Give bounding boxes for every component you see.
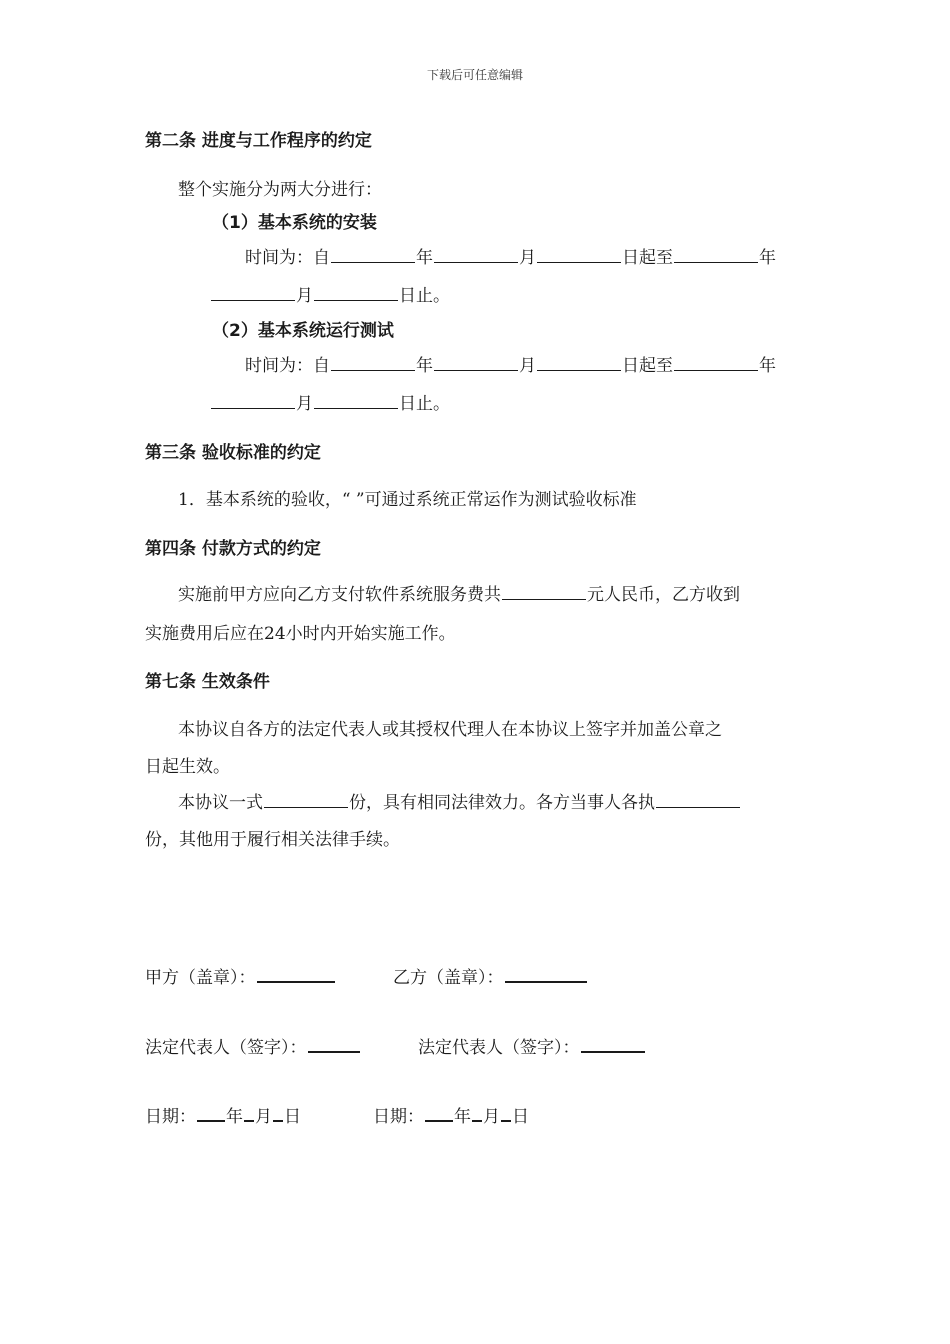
article-3-title: 第三条 验收标准的约定 bbox=[145, 443, 321, 463]
date-month-blank[interactable] bbox=[244, 1106, 254, 1122]
party-b-rep-blank[interactable] bbox=[581, 1037, 645, 1053]
article-4-title: 第四条 付款方式的约定 bbox=[145, 539, 321, 559]
party-b-seal-blank[interactable] bbox=[505, 967, 587, 983]
party-a-seal-line: 甲方（盖章）： bbox=[145, 963, 336, 988]
article-2-title: 第二条 进度与工作程序的约定 bbox=[145, 131, 372, 151]
party-b-seal-line: 乙方（盖章）： bbox=[393, 963, 588, 988]
article-2-item-2-date-line: 时间为：自 年 月 日起至 年 bbox=[245, 356, 776, 376]
party-a-rep-line: 法定代表人（签字）： bbox=[145, 1033, 361, 1058]
party-a-seal-blank[interactable] bbox=[257, 967, 335, 983]
article-4-line-2: 实施费用后应在24小时内开始实施工作。 bbox=[145, 624, 456, 644]
year-blank[interactable] bbox=[331, 356, 415, 371]
date-year-blank[interactable] bbox=[425, 1106, 453, 1122]
end-month-blank[interactable] bbox=[211, 286, 295, 301]
copies-blank[interactable] bbox=[264, 793, 348, 808]
article-7-para-2-line-1: 本协议一式 份，具有相同法律效力。各方当事人各执 bbox=[178, 788, 741, 813]
party-a-date-line: 日期： 年 月 日 bbox=[145, 1107, 301, 1127]
date-month-blank[interactable] bbox=[472, 1106, 482, 1122]
article-2-item-1-date-line: 时间为：自 年 月 日起至 年 bbox=[245, 248, 776, 268]
end-month-blank[interactable] bbox=[211, 394, 295, 409]
day-blank[interactable] bbox=[537, 248, 621, 263]
article-2-item-2-date-line-2: 月 日止。 bbox=[210, 389, 450, 414]
date-day-blank[interactable] bbox=[501, 1106, 511, 1122]
article-2-item-1-date-line-2: 月 日止。 bbox=[210, 281, 450, 306]
month-blank[interactable] bbox=[434, 356, 518, 371]
party-a-rep-blank[interactable] bbox=[308, 1037, 360, 1053]
article-3-item: 1．基本系统的验收，“ ”可通过系统正常运作为测试验收标准 bbox=[178, 490, 637, 510]
party-b-date-line: 日期： 年 月 日 bbox=[373, 1107, 529, 1127]
end-year-blank[interactable] bbox=[674, 356, 758, 371]
end-day-blank[interactable] bbox=[314, 286, 398, 301]
article-7-para-1-line-1: 本协议自各方的法定代表人或其授权代理人在本协议上签字并加盖公章之 bbox=[178, 720, 722, 740]
party-b-rep-line: 法定代表人（签字）： bbox=[418, 1033, 646, 1058]
month-blank[interactable] bbox=[434, 248, 518, 263]
article-2-item-2-title: （2）基本系统运行测试 bbox=[212, 321, 394, 341]
article-7-para-2-line-2: 份，其他用于履行相关法律手续。 bbox=[145, 830, 400, 850]
article-7-para-1-line-2: 日起生效。 bbox=[145, 757, 230, 777]
article-7-title: 第七条 生效条件 bbox=[145, 672, 270, 692]
fee-blank[interactable] bbox=[502, 585, 586, 600]
page-header-note: 下载后可任意编辑 bbox=[426, 68, 523, 82]
date-year-blank[interactable] bbox=[197, 1106, 225, 1122]
each-copies-blank[interactable] bbox=[656, 793, 740, 808]
article-2-intro: 整个实施分为两大分进行： bbox=[178, 180, 382, 200]
end-year-blank[interactable] bbox=[674, 248, 758, 263]
date-day-blank[interactable] bbox=[273, 1106, 283, 1122]
article-2-item-1-title: （1）基本系统的安装 bbox=[212, 213, 377, 233]
day-blank[interactable] bbox=[537, 356, 621, 371]
end-day-blank[interactable] bbox=[314, 394, 398, 409]
article-4-line-1: 实施前甲方应向乙方支付软件系统服务费共 元人民币，乙方收到 bbox=[178, 585, 740, 605]
year-blank[interactable] bbox=[331, 248, 415, 263]
